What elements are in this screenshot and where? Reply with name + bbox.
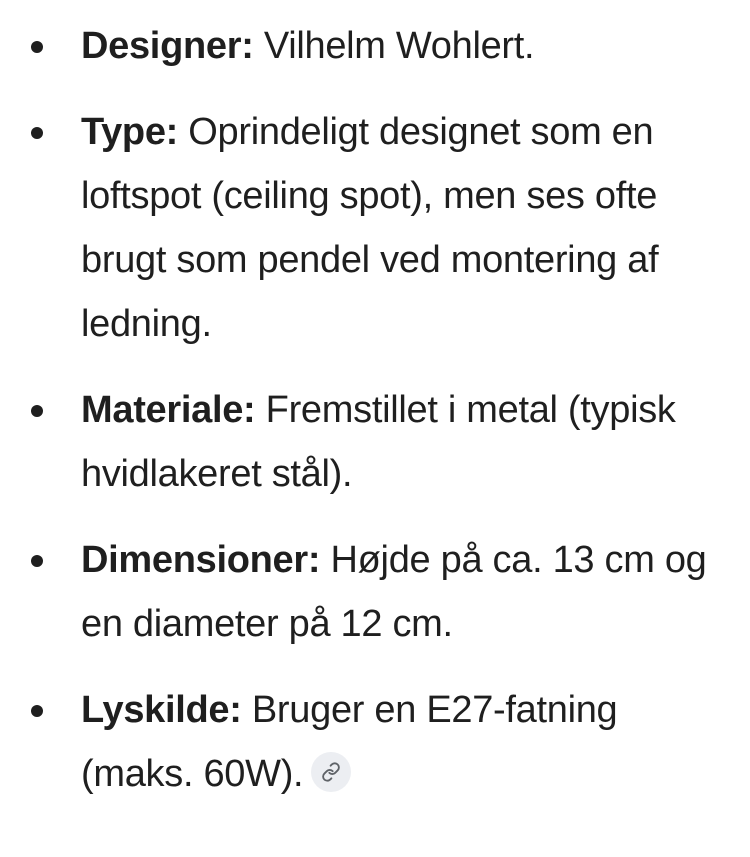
spec-list (0, 14, 750, 828)
item-label: Type: (81, 111, 179, 153)
item-text: Vilhelm Wohlert. (253, 25, 535, 67)
item-text: Oprindeligt designet som en loftspot (ceiling spot), men ses ofte brugt som pendel ved montering af ledning. (81, 111, 659, 345)
list-item-designer (0, 14, 750, 78)
bullet-icon (31, 705, 43, 717)
item-label: Designer: (81, 25, 254, 67)
item-text: Bruger en E27-fatning (maks. 60W). (81, 689, 618, 795)
item-label: Lyskilde: (81, 689, 242, 731)
source-link-button[interactable] (311, 752, 351, 792)
list-item-type (0, 100, 750, 356)
item-text: Højde på ca. 13 cm og en diameter på 12 cm. (81, 539, 707, 645)
list-item-materiale (0, 378, 750, 506)
bullet-icon (31, 555, 43, 567)
bullet-icon (31, 127, 43, 139)
list-item-dimensioner (0, 528, 750, 656)
item-text: Fremstillet i metal (typisk hvidlakeret stål). (81, 389, 676, 495)
item-label: Materiale: (81, 389, 256, 431)
link-icon (321, 762, 341, 782)
item-label: Dimensioner: (81, 539, 321, 581)
bullet-icon (31, 41, 43, 53)
bullet-icon (31, 405, 43, 417)
list-item-lyskilde (0, 678, 750, 806)
